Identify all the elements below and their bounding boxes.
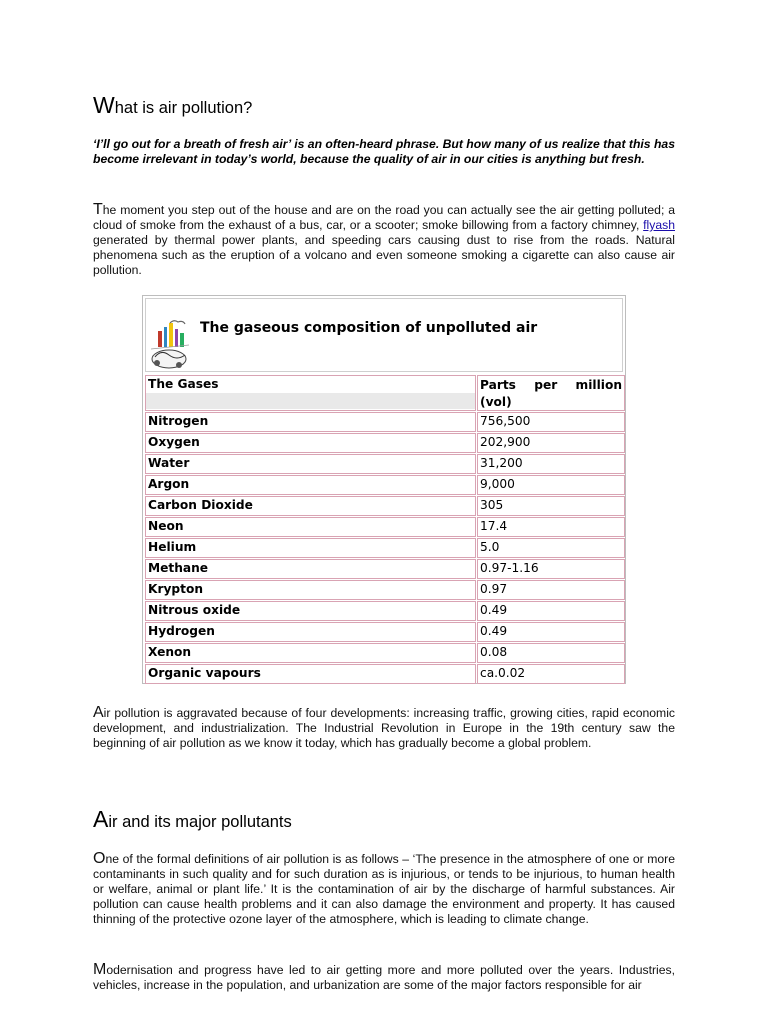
paragraph-initial: T — [93, 201, 103, 218]
paragraph-aggravated — [93, 705, 675, 751]
paragraph-modernisation — [93, 962, 675, 993]
table-row — [145, 664, 625, 684]
gas-name: Organic vapours — [145, 664, 476, 684]
gas-ppm: 0.97 — [477, 580, 625, 600]
gas-name: Water — [145, 454, 476, 474]
header-ppm-line2: (vol) — [480, 395, 512, 409]
paragraph-text: he moment you step out of the house and are on the road you can actually see the air getting polluted; a cloud of smoke from the exhaust of a bus, car, or a scooter; smoke billowing from a factory chimney, — [93, 203, 675, 232]
paragraph-definition — [93, 851, 675, 927]
gas-name: Helium — [145, 538, 476, 558]
table-row — [145, 643, 625, 663]
header-ppm-line1: Parts per million — [480, 378, 622, 392]
table-row — [145, 538, 625, 558]
gas-name: Nitrogen — [145, 412, 476, 432]
table-row — [145, 433, 625, 453]
gas-ppm: 305 — [477, 496, 625, 516]
table-row — [145, 601, 625, 621]
table-row — [145, 559, 625, 579]
gas-table — [144, 374, 626, 685]
header-gases — [145, 375, 476, 411]
paragraph-text: ir pollution is aggravated because of four developments: increasing traffic, growing cities, rapid economic development, and industrialization. The Industrial Revolution in Europe in the 19th century saw the beginning of air pollution as we know it today, which has gradually become a global problem. — [93, 706, 675, 750]
heading-major-pollutants — [93, 806, 292, 833]
paragraph-initial: M — [93, 961, 107, 978]
paragraph-initial: O — [93, 850, 106, 867]
heading-text: ir and its major pollutants — [108, 813, 292, 831]
gas-ppm: 9,000 — [477, 475, 625, 495]
gas-name: Neon — [145, 517, 476, 537]
figure-header — [145, 298, 623, 372]
gas-ppm: 0.08 — [477, 643, 625, 663]
gas-ppm: 202,900 — [477, 433, 625, 453]
paragraph-text: ne of the formal definitions of air pollution is as follows – ‘The presence in the atmosphere of one or more contaminants in such quality and for such duration as is injurious, or tends to be injurious, to human health or welfare, animal or plant life.’ It is the contamination of air by the discharge of harmful substances. Air pollution can cause health problems and it can also damage the environment and property. It has caused thinning of the protective ozone layer of the atmosphere, which is leading to climate change. — [93, 852, 675, 926]
paragraph-initial: A — [93, 704, 104, 721]
intro-quote: ‘I’ll go out for a breath of fresh air’ is an often-heard phrase. But how many of us realize that this has become irrelevant in today’s world, because the quality of air in our cities is anything but fresh. — [93, 137, 675, 166]
gas-name: Hydrogen — [145, 622, 476, 642]
gas-name: Krypton — [145, 580, 476, 600]
paragraph-moment — [93, 202, 675, 278]
table-row — [145, 580, 625, 600]
heading-initial: A — [93, 806, 109, 832]
header-gases-label: The Gases — [146, 376, 475, 393]
gas-name: Methane — [145, 559, 476, 579]
gas-name: Nitrous oxide — [145, 601, 476, 621]
gas-name: Argon — [145, 475, 476, 495]
table-header-row — [145, 375, 625, 411]
flyash-link[interactable]: flyash — [643, 218, 675, 232]
table-row — [145, 517, 625, 537]
gas-ppm: 756,500 — [477, 412, 625, 432]
gas-ppm: 0.49 — [477, 622, 625, 642]
heading-text: hat is air pollution? — [114, 99, 253, 117]
gas-name: Oxygen — [145, 433, 476, 453]
gas-ppm: ca.0.02 — [477, 664, 625, 684]
gas-ppm: 0.49 — [477, 601, 625, 621]
gas-ppm: 31,200 — [477, 454, 625, 474]
gas-ppm: 0.97-1.16 — [477, 559, 625, 579]
gas-name: Xenon — [145, 643, 476, 663]
table-row — [145, 412, 625, 432]
heading-what-is-air-pollution — [93, 92, 252, 119]
table-row — [145, 622, 625, 642]
gas-name: Carbon Dioxide — [145, 496, 476, 516]
pollution-collage-icon — [149, 319, 195, 371]
gas-ppm: 5.0 — [477, 538, 625, 558]
table-row — [145, 496, 625, 516]
header-gases-shade — [146, 393, 475, 409]
gas-ppm: 17.4 — [477, 517, 625, 537]
table-row — [145, 454, 625, 474]
heading-initial: W — [93, 92, 115, 118]
gas-composition-figure — [142, 295, 626, 684]
header-ppm — [477, 375, 625, 411]
figure-title: The gaseous composition of unpolluted air — [200, 320, 538, 336]
table-row — [145, 475, 625, 495]
paragraph-text-cont: generated by thermal power plants, and speeding cars causing dust to rise from the roads. Natural phenomena such as the eruption of a volcano and even someone smoking a cigarette can also cause air pollution. — [93, 233, 675, 277]
paragraph-text: odernisation and progress have led to air getting more and more polluted over the years. Industries, vehicles, increase in the population, and urbanization are some of the major factors responsible for air — [93, 963, 675, 992]
